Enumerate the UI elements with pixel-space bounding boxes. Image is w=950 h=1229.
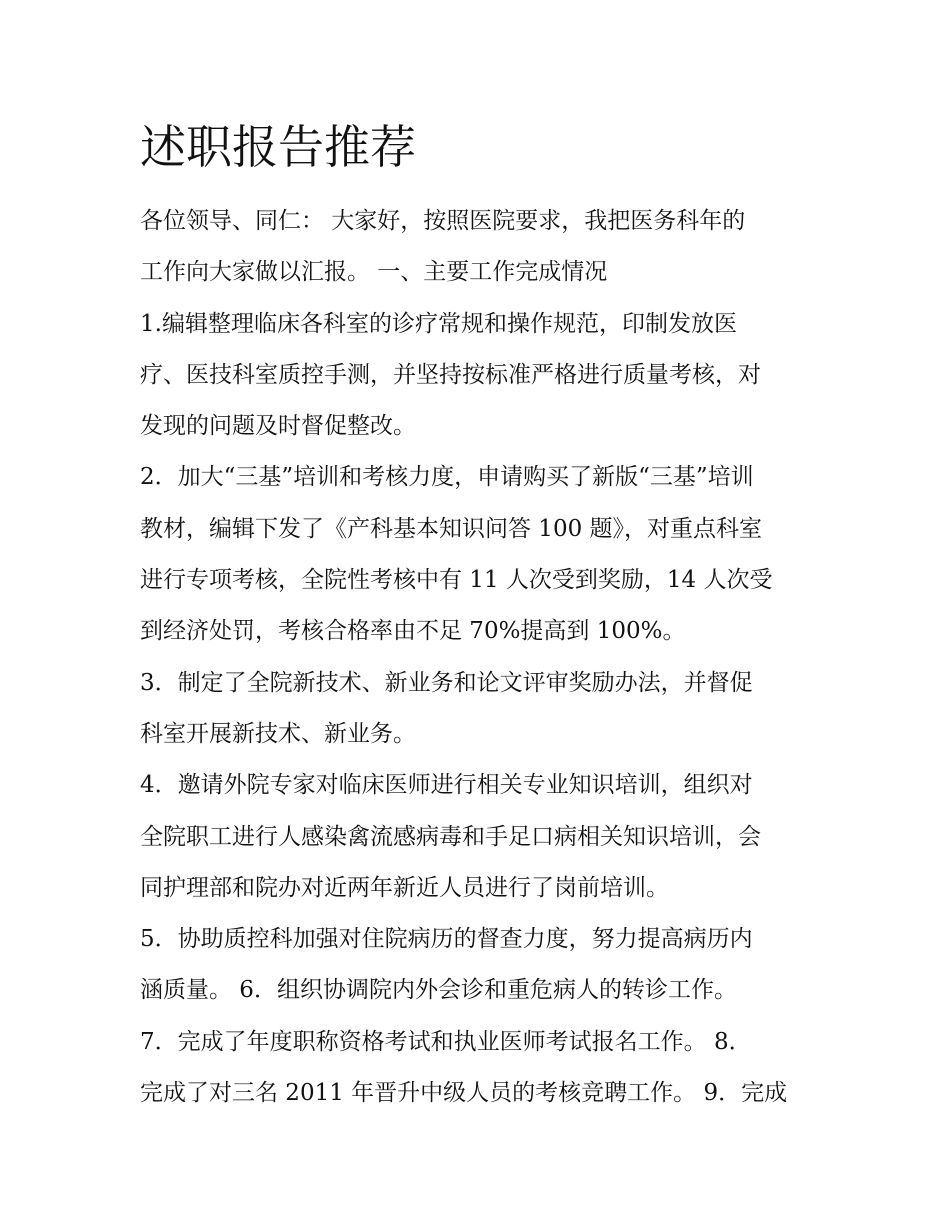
- body-line: 全院职工进行人感染禽流感病毒和手足口病相关知识培训，会: [140, 823, 761, 850]
- body-line: 发现的问题及时督促整改。: [140, 413, 416, 440]
- body-line: 到经济处罚，考核合格率由不足 70%提高到 100%。: [140, 618, 686, 645]
- body-line: 完成了对三名 2011 年晋升中级人员的考核竞聘工作。 9．完成: [140, 1080, 788, 1107]
- body-line: 科室开展新技术、新业务。: [140, 720, 416, 747]
- body-line: 各位领导、同仁： 大家好，按照医院要求，我把医务科年的: [140, 208, 746, 234]
- body-line: 进行专项考核，全院性考核中有 11 人次受到奖励，14 人次受: [140, 567, 773, 594]
- body-line: 2．加大“三基”培训和考核力度，申请购买了新版“三基”培训: [140, 464, 754, 491]
- body-line: 工作向大家做以汇报。 一、主要工作完成情况: [140, 259, 608, 286]
- body-line: 教材，编辑下发了《产科基本知识问答 100 题》，对重点科室: [140, 515, 763, 542]
- body-line: 疗、医技科室质控手测，并坚持按标准严格进行质量考核，对: [140, 361, 761, 388]
- body-line: 3．制定了全院新技术、新业务和论文评审奖励办法，并督促: [140, 669, 753, 696]
- body-line: 同护理部和院办对近两年新近人员进行了岗前培训。: [140, 874, 669, 901]
- body-line: 1.编辑整理临床各科室的诊疗常规和操作规范，印制发放医: [140, 310, 737, 337]
- body-line: 5．协助质控科加强对住院病历的督查力度，努力提高病历内: [140, 926, 753, 953]
- document-body: [140, 196, 820, 1119]
- body-line: 4．邀请外院专家对临床医师进行相关专业知识培训，组织对: [140, 772, 753, 799]
- document-title: 述职报告推荐: [140, 120, 416, 174]
- body-line: 7．完成了年度职称资格考试和执业医师考试报名工作。 8．: [140, 1028, 752, 1055]
- body-line: 涵质量。 6．组织协调院内外会诊和重危病人的转诊工作。: [140, 977, 737, 1004]
